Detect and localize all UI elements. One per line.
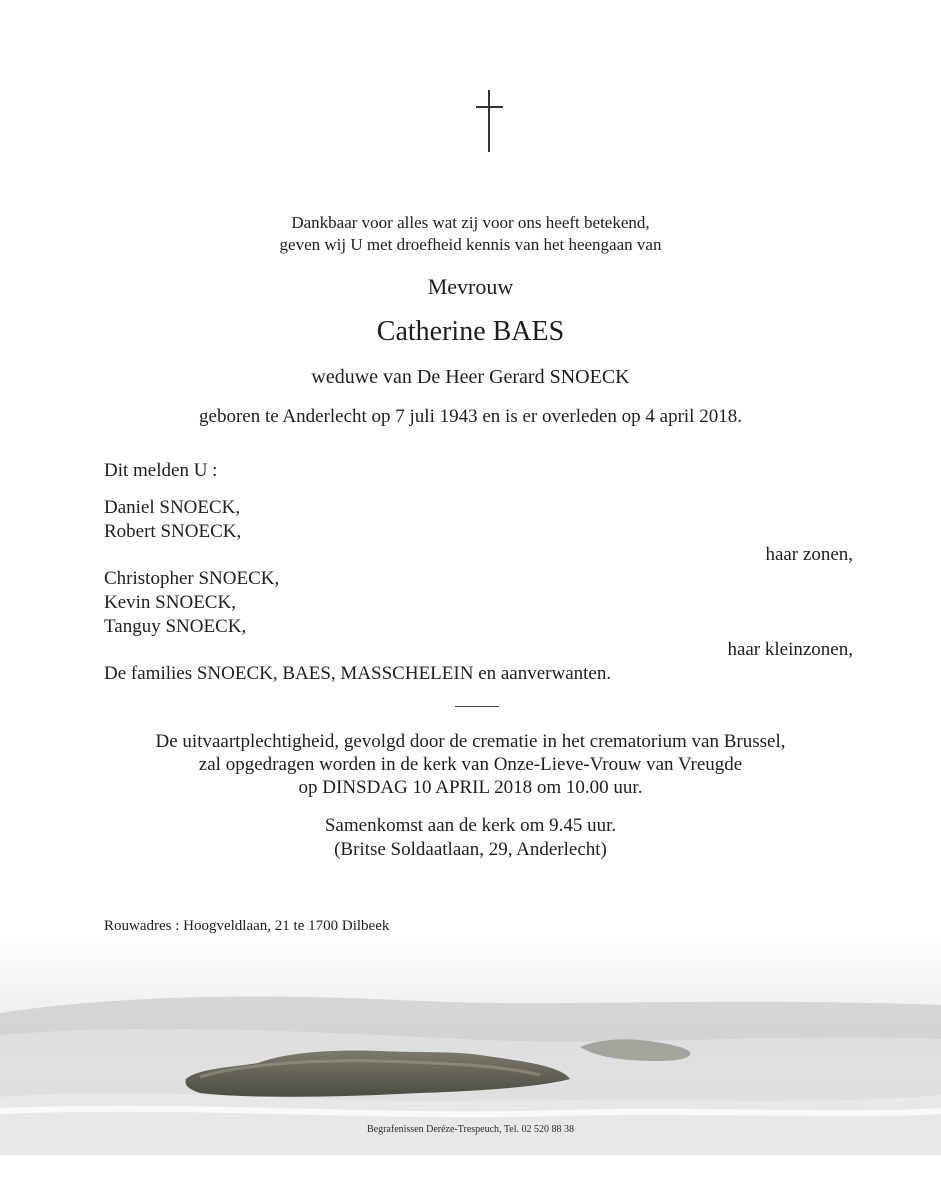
list-item: Tanguy SNOECK, [104,616,247,637]
ceremony-line-1: De uitvaartplechtigheid, gevolgd door de crematie in het crematorium van Brussel, [155,731,786,752]
deceased-name: Catherine BAES [376,316,565,347]
sons-label: haar zonen, [765,544,853,565]
list-item: Christopher SNOECK, [104,568,280,589]
ceremony-text [0,730,941,799]
families-line: De families SNOECK, BAES, MASSCHELEIN en aanverwanten. [104,663,612,684]
grandsons-label: haar kleinzonen, [727,639,853,660]
intro-line-1: Dankbaar voor alles wat zij voor ons heeft betekend, [291,213,650,232]
gathering-line-1: Samenkomst aan de kerk om 9.45 uur. [324,815,617,836]
cross-icon [474,90,504,152]
birth-death-line: geboren te Anderlecht op 7 juli 1943 en is er overleden op 4 april 2018. [199,406,742,427]
widow-of: weduwe van De Heer Gerard SNOECK [311,366,630,388]
gathering-text [0,814,941,862]
grandsons-list [104,567,279,639]
honorific: Mevrouw [427,274,514,299]
announced-heading: Dit melden U : [104,460,218,481]
ceremony-line-2: zal opgedragen worden in de kerk van Onze-Lieve-Vrouw van Vreugde [198,754,743,775]
sea-rocks-photo [0,935,941,1155]
divider [455,706,499,707]
list-item: Robert SNOECK, [104,521,242,542]
list-item: Daniel SNOECK, [104,497,241,518]
list-item: Kevin SNOECK, [104,592,236,613]
gathering-line-2: (Britse Soldaatlaan, 29, Anderlecht) [334,839,607,860]
funeral-home-credit: Begrafenissen Deréze-Trespeuch, Tel. 02 520 88 38 [366,1124,575,1135]
mourning-address: Rouwadres : Hoogveldlaan, 21 te 1700 Dilbeek [104,918,390,934]
intro-text [0,212,941,256]
sons-list [104,496,241,544]
intro-line-2: geven wij U met droefheid kennis van het heengaan van [279,235,662,254]
ceremony-line-3: op DINSDAG 10 APRIL 2018 om 10.00 uur. [298,777,643,798]
